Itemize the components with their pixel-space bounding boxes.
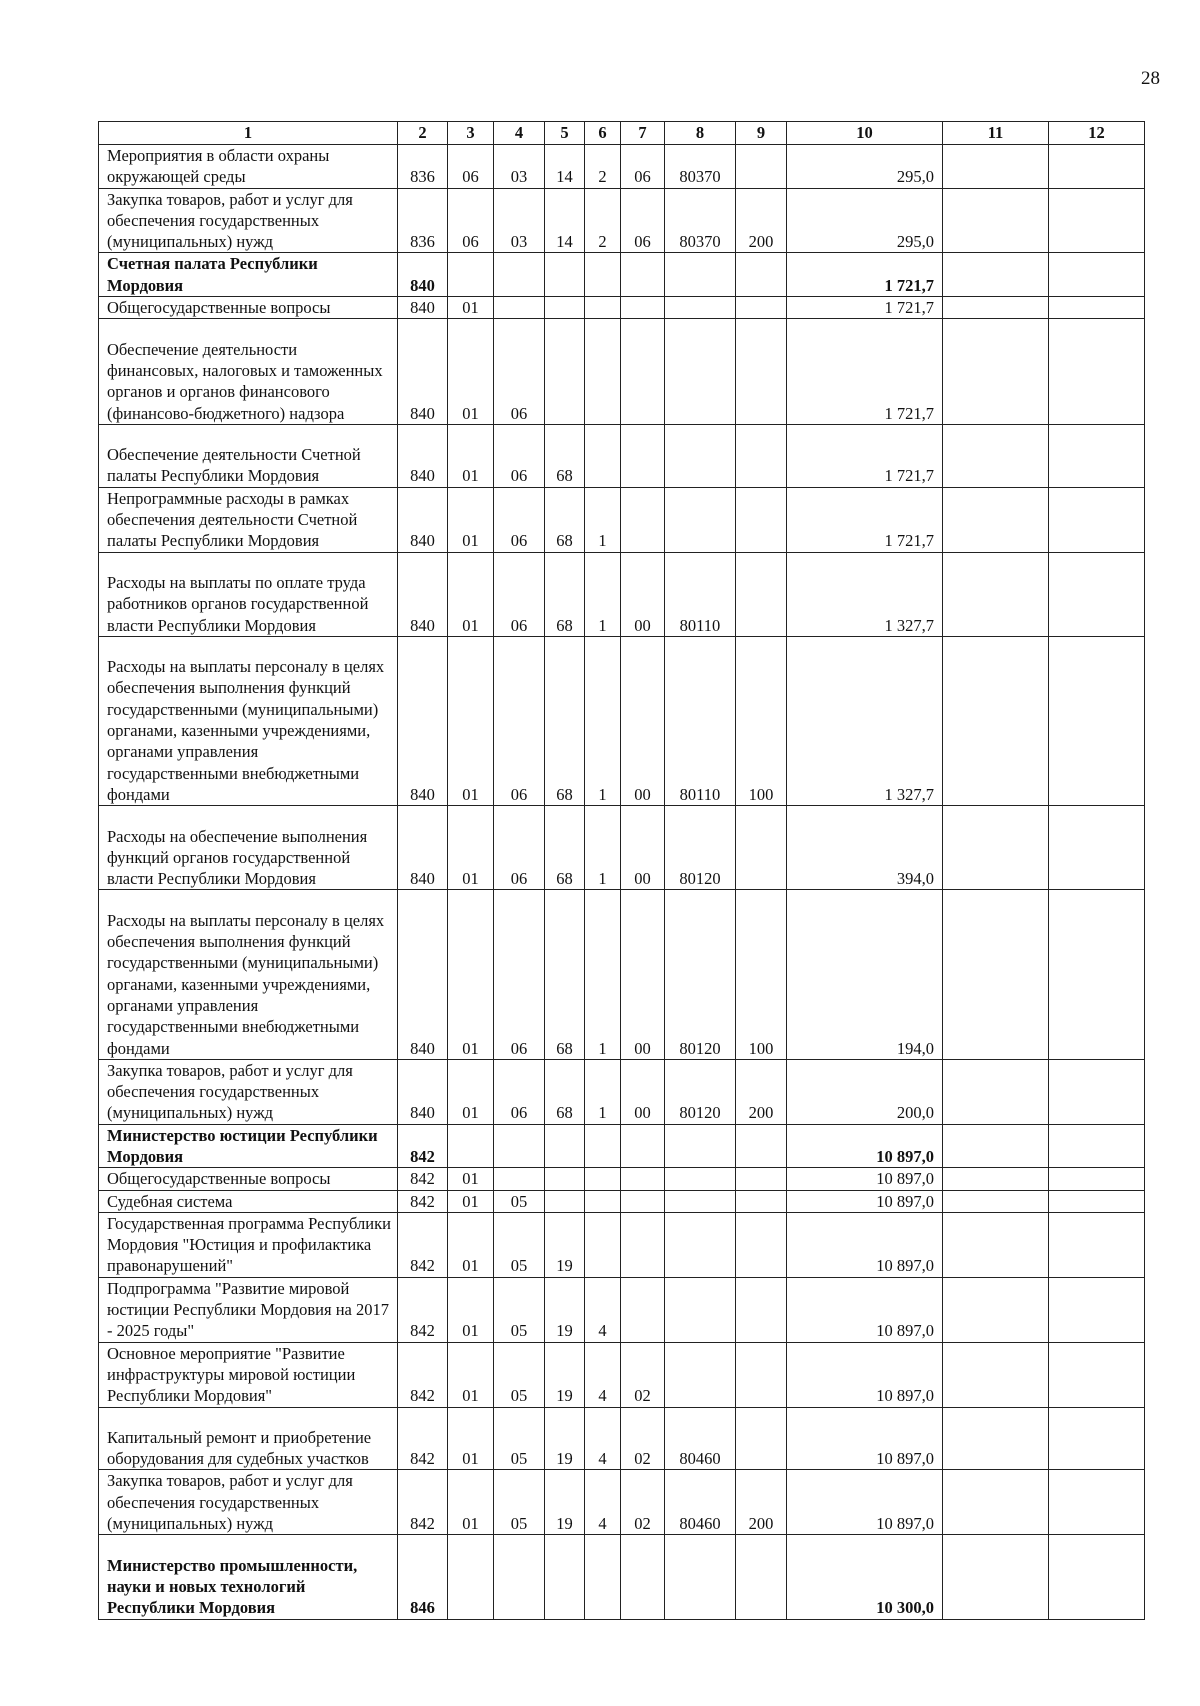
code-cell-4: 06 <box>494 890 545 1059</box>
amount-cell: 295,0 <box>787 145 943 189</box>
code-cell-6 <box>585 1168 621 1190</box>
table-row <box>99 188 1145 253</box>
code-cell-9: 200 <box>736 1470 787 1535</box>
table-body <box>99 145 1145 1620</box>
code-cell-7: 02 <box>621 1342 665 1407</box>
code-cell-2: 840 <box>398 253 448 297</box>
code-cell-9 <box>736 1168 787 1190</box>
code-cell-5: 68 <box>545 552 585 636</box>
code-cell-4: 06 <box>494 806 545 890</box>
row-name-cell: Министерство юстиции Республики Мордовия <box>99 1124 398 1168</box>
code-cell-2: 840 <box>398 297 448 319</box>
code-cell-3: 01 <box>448 1212 494 1277</box>
code-cell-12 <box>1049 297 1145 319</box>
code-cell-9 <box>736 1124 787 1168</box>
code-cell-8: 80120 <box>665 890 736 1059</box>
code-cell-8 <box>665 253 736 297</box>
code-cell-2: 836 <box>398 188 448 253</box>
column-header: 10 <box>787 122 943 145</box>
code-cell-9: 100 <box>736 636 787 805</box>
code-cell-3 <box>448 1535 494 1619</box>
code-cell-12 <box>1049 1277 1145 1342</box>
code-cell-4: 06 <box>494 424 545 487</box>
code-cell-5 <box>545 1168 585 1190</box>
row-name-cell: Государственная программа Республики Мордовия "Юстиция и профилактика правонарушений" <box>99 1212 398 1277</box>
code-cell-11 <box>943 1190 1049 1212</box>
code-cell-3: 01 <box>448 297 494 319</box>
code-cell-5: 19 <box>545 1407 585 1470</box>
header-row <box>99 122 1145 145</box>
code-cell-4 <box>494 253 545 297</box>
code-cell-3: 01 <box>448 424 494 487</box>
code-cell-11 <box>943 188 1049 253</box>
code-cell-5: 68 <box>545 424 585 487</box>
amount-cell: 10 897,0 <box>787 1342 943 1407</box>
code-cell-6: 1 <box>585 806 621 890</box>
code-cell-12 <box>1049 188 1145 253</box>
code-cell-7 <box>621 1190 665 1212</box>
code-cell-8 <box>665 297 736 319</box>
code-cell-11 <box>943 1212 1049 1277</box>
code-cell-9 <box>736 552 787 636</box>
code-cell-8: 80460 <box>665 1407 736 1470</box>
amount-cell: 1 721,7 <box>787 297 943 319</box>
code-cell-7 <box>621 424 665 487</box>
code-cell-4 <box>494 1168 545 1190</box>
column-header: 7 <box>621 122 665 145</box>
code-cell-3: 01 <box>448 636 494 805</box>
column-header: 1 <box>99 122 398 145</box>
code-cell-8: 80370 <box>665 145 736 189</box>
code-cell-8: 80110 <box>665 636 736 805</box>
code-cell-5 <box>545 1124 585 1168</box>
code-cell-11 <box>943 1168 1049 1190</box>
code-cell-8 <box>665 1190 736 1212</box>
code-cell-12 <box>1049 552 1145 636</box>
code-cell-4 <box>494 1535 545 1619</box>
code-cell-5 <box>545 1190 585 1212</box>
column-header: 5 <box>545 122 585 145</box>
column-header: 4 <box>494 122 545 145</box>
code-cell-7 <box>621 253 665 297</box>
row-name-cell: Судебная система <box>99 1190 398 1212</box>
code-cell-2: 840 <box>398 552 448 636</box>
code-cell-9 <box>736 319 787 425</box>
code-cell-5 <box>545 1535 585 1619</box>
code-cell-4 <box>494 1124 545 1168</box>
code-cell-7 <box>621 1168 665 1190</box>
code-cell-12 <box>1049 487 1145 552</box>
code-cell-2: 842 <box>398 1190 448 1212</box>
amount-cell: 10 300,0 <box>787 1535 943 1619</box>
code-cell-3: 01 <box>448 319 494 425</box>
code-cell-7 <box>621 1124 665 1168</box>
code-cell-2: 840 <box>398 319 448 425</box>
code-cell-11 <box>943 319 1049 425</box>
row-name-cell: Общегосударственные вопросы <box>99 297 398 319</box>
code-cell-11 <box>943 552 1049 636</box>
amount-cell: 10 897,0 <box>787 1212 943 1277</box>
code-cell-9 <box>736 145 787 189</box>
code-cell-8 <box>665 1124 736 1168</box>
code-cell-9: 200 <box>736 188 787 253</box>
amount-cell: 10 897,0 <box>787 1277 943 1342</box>
table-row <box>99 424 1145 487</box>
code-cell-4: 05 <box>494 1190 545 1212</box>
code-cell-9 <box>736 1190 787 1212</box>
row-name-cell: Подпрограмма "Развитие мировой юстиции Республики Мордовия на 2017 - 2025 годы" <box>99 1277 398 1342</box>
table-row <box>99 1535 1145 1619</box>
code-cell-12 <box>1049 1470 1145 1535</box>
table-row <box>99 1342 1145 1407</box>
table-row <box>99 1212 1145 1277</box>
code-cell-3: 01 <box>448 552 494 636</box>
code-cell-9 <box>736 424 787 487</box>
row-name-cell: Обеспечение деятельности финансовых, налоговых и таможенных органов и органов финансового (финансово-бюджетного) надзора <box>99 319 398 425</box>
code-cell-4: 06 <box>494 1059 545 1124</box>
row-name-cell: Закупка товаров, работ и услуг для обеспечения государственных (муниципальных) нужд <box>99 188 398 253</box>
amount-cell: 200,0 <box>787 1059 943 1124</box>
code-cell-6 <box>585 319 621 425</box>
code-cell-11 <box>943 1470 1049 1535</box>
code-cell-5 <box>545 253 585 297</box>
code-cell-9: 100 <box>736 890 787 1059</box>
code-cell-6: 1 <box>585 487 621 552</box>
code-cell-11 <box>943 1407 1049 1470</box>
code-cell-8 <box>665 1535 736 1619</box>
code-cell-7: 00 <box>621 890 665 1059</box>
code-cell-6 <box>585 1212 621 1277</box>
row-name-cell: Непрограммные расходы в рамках обеспечения деятельности Счетной палаты Республики Мордовия <box>99 487 398 552</box>
code-cell-6: 1 <box>585 1059 621 1124</box>
code-cell-5: 19 <box>545 1470 585 1535</box>
amount-cell: 10 897,0 <box>787 1407 943 1470</box>
code-cell-2: 840 <box>398 1059 448 1124</box>
code-cell-2: 842 <box>398 1470 448 1535</box>
code-cell-11 <box>943 1277 1049 1342</box>
table-row <box>99 636 1145 805</box>
amount-cell: 10 897,0 <box>787 1190 943 1212</box>
table-row <box>99 1124 1145 1168</box>
code-cell-11 <box>943 806 1049 890</box>
code-cell-7 <box>621 487 665 552</box>
code-cell-8 <box>665 1212 736 1277</box>
code-cell-2: 842 <box>398 1277 448 1342</box>
code-cell-8: 80120 <box>665 806 736 890</box>
code-cell-7 <box>621 297 665 319</box>
code-cell-12 <box>1049 1124 1145 1168</box>
code-cell-5: 68 <box>545 806 585 890</box>
code-cell-4: 05 <box>494 1470 545 1535</box>
table-row <box>99 1407 1145 1470</box>
table-row <box>99 806 1145 890</box>
code-cell-8 <box>665 424 736 487</box>
code-cell-9 <box>736 806 787 890</box>
code-cell-11 <box>943 1535 1049 1619</box>
table-row <box>99 1190 1145 1212</box>
code-cell-7 <box>621 1212 665 1277</box>
code-cell-3: 01 <box>448 1190 494 1212</box>
row-name-cell: Министерство промышленности, науки и новых технологий Республики Мордовия <box>99 1535 398 1619</box>
code-cell-5: 14 <box>545 188 585 253</box>
code-cell-4: 03 <box>494 188 545 253</box>
code-cell-3: 01 <box>448 890 494 1059</box>
table-row <box>99 552 1145 636</box>
row-name-cell: Закупка товаров, работ и услуг для обеспечения государственных (муниципальных) нужд <box>99 1059 398 1124</box>
amount-cell: 10 897,0 <box>787 1168 943 1190</box>
table-row <box>99 253 1145 297</box>
code-cell-3: 01 <box>448 1407 494 1470</box>
code-cell-7: 00 <box>621 806 665 890</box>
row-name-cell: Общегосударственные вопросы <box>99 1168 398 1190</box>
code-cell-3 <box>448 1124 494 1168</box>
code-cell-7: 00 <box>621 636 665 805</box>
row-name-cell: Закупка товаров, работ и услуг для обеспечения государственных (муниципальных) нужд <box>99 1470 398 1535</box>
code-cell-12 <box>1049 253 1145 297</box>
table-row <box>99 487 1145 552</box>
table-row <box>99 1059 1145 1124</box>
code-cell-2: 846 <box>398 1535 448 1619</box>
code-cell-8: 80460 <box>665 1470 736 1535</box>
amount-cell: 1 721,7 <box>787 424 943 487</box>
code-cell-6 <box>585 1535 621 1619</box>
code-cell-9 <box>736 1212 787 1277</box>
code-cell-2: 840 <box>398 806 448 890</box>
code-cell-7 <box>621 1535 665 1619</box>
code-cell-4: 05 <box>494 1212 545 1277</box>
code-cell-5: 68 <box>545 890 585 1059</box>
code-cell-3: 01 <box>448 1168 494 1190</box>
code-cell-2: 840 <box>398 487 448 552</box>
code-cell-8: 80370 <box>665 188 736 253</box>
code-cell-7: 02 <box>621 1470 665 1535</box>
row-name-cell: Расходы на выплаты персоналу в целях обеспечения выполнения функций государственными (муниципальными) органами, казенными учреждениями, органами управления государственными внебюджетными фондами <box>99 890 398 1059</box>
code-cell-2: 842 <box>398 1212 448 1277</box>
code-cell-11 <box>943 890 1049 1059</box>
code-cell-6: 4 <box>585 1342 621 1407</box>
row-name-cell: Расходы на обеспечение выполнения функций органов государственной власти Республики Мордовия <box>99 806 398 890</box>
code-cell-4: 03 <box>494 145 545 189</box>
code-cell-5: 19 <box>545 1342 585 1407</box>
code-cell-5: 19 <box>545 1212 585 1277</box>
code-cell-4: 06 <box>494 319 545 425</box>
row-name-cell: Капитальный ремонт и приобретение оборудования для судебных участков <box>99 1407 398 1470</box>
code-cell-12 <box>1049 1407 1145 1470</box>
table-row <box>99 297 1145 319</box>
code-cell-4: 05 <box>494 1277 545 1342</box>
code-cell-12 <box>1049 424 1145 487</box>
code-cell-6: 2 <box>585 145 621 189</box>
code-cell-6 <box>585 1124 621 1168</box>
code-cell-3: 01 <box>448 1470 494 1535</box>
row-name-cell: Основное мероприятие "Развитие инфраструктуры мировой юстиции Республики Мордовия" <box>99 1342 398 1407</box>
code-cell-12 <box>1049 806 1145 890</box>
code-cell-11 <box>943 424 1049 487</box>
code-cell-2: 842 <box>398 1124 448 1168</box>
amount-cell: 295,0 <box>787 188 943 253</box>
code-cell-9 <box>736 297 787 319</box>
code-cell-8: 80110 <box>665 552 736 636</box>
code-cell-5: 14 <box>545 145 585 189</box>
code-cell-6 <box>585 424 621 487</box>
code-cell-12 <box>1049 636 1145 805</box>
code-cell-6: 4 <box>585 1277 621 1342</box>
code-cell-5 <box>545 297 585 319</box>
code-cell-2: 842 <box>398 1407 448 1470</box>
row-name-cell: Мероприятия в области охраны окружающей среды <box>99 145 398 189</box>
table-row <box>99 890 1145 1059</box>
amount-cell: 394,0 <box>787 806 943 890</box>
code-cell-12 <box>1049 1212 1145 1277</box>
code-cell-7: 02 <box>621 1407 665 1470</box>
code-cell-9 <box>736 1342 787 1407</box>
code-cell-6: 4 <box>585 1407 621 1470</box>
amount-cell: 194,0 <box>787 890 943 1059</box>
code-cell-11 <box>943 1059 1049 1124</box>
code-cell-6: 1 <box>585 636 621 805</box>
code-cell-6 <box>585 1190 621 1212</box>
code-cell-7: 06 <box>621 145 665 189</box>
code-cell-11 <box>943 1124 1049 1168</box>
code-cell-5 <box>545 319 585 425</box>
code-cell-2: 842 <box>398 1342 448 1407</box>
code-cell-4: 05 <box>494 1342 545 1407</box>
code-cell-2: 840 <box>398 890 448 1059</box>
code-cell-5: 68 <box>545 1059 585 1124</box>
code-cell-9 <box>736 1407 787 1470</box>
column-header: 11 <box>943 122 1049 145</box>
code-cell-11 <box>943 636 1049 805</box>
code-cell-11 <box>943 487 1049 552</box>
code-cell-6 <box>585 297 621 319</box>
code-cell-4: 06 <box>494 636 545 805</box>
table-row <box>99 1168 1145 1190</box>
page-number: 28 <box>1141 68 1160 89</box>
code-cell-7: 00 <box>621 552 665 636</box>
code-cell-7: 06 <box>621 188 665 253</box>
code-cell-12 <box>1049 1168 1145 1190</box>
amount-cell: 10 897,0 <box>787 1124 943 1168</box>
code-cell-4: 06 <box>494 487 545 552</box>
code-cell-2: 842 <box>398 1168 448 1190</box>
code-cell-8 <box>665 487 736 552</box>
code-cell-11 <box>943 253 1049 297</box>
code-cell-6: 1 <box>585 552 621 636</box>
code-cell-3: 01 <box>448 1277 494 1342</box>
code-cell-4 <box>494 297 545 319</box>
column-header: 2 <box>398 122 448 145</box>
code-cell-11 <box>943 145 1049 189</box>
code-cell-3: 01 <box>448 487 494 552</box>
code-cell-3: 01 <box>448 1059 494 1124</box>
code-cell-8: 80120 <box>665 1059 736 1124</box>
code-cell-7 <box>621 1277 665 1342</box>
table-row <box>99 145 1145 189</box>
code-cell-5: 19 <box>545 1277 585 1342</box>
column-header: 3 <box>448 122 494 145</box>
table-row <box>99 1277 1145 1342</box>
code-cell-11 <box>943 1342 1049 1407</box>
column-header: 8 <box>665 122 736 145</box>
column-header: 6 <box>585 122 621 145</box>
column-header: 9 <box>736 122 787 145</box>
code-cell-6: 2 <box>585 188 621 253</box>
code-cell-2: 836 <box>398 145 448 189</box>
row-name-cell: Счетная палата Республики Мордовия <box>99 253 398 297</box>
code-cell-8 <box>665 1342 736 1407</box>
amount-cell: 1 327,7 <box>787 552 943 636</box>
code-cell-9 <box>736 253 787 297</box>
row-name-cell: Обеспечение деятельности Счетной палаты Республики Мордовия <box>99 424 398 487</box>
code-cell-3: 06 <box>448 188 494 253</box>
code-cell-3: 01 <box>448 1342 494 1407</box>
code-cell-12 <box>1049 1059 1145 1124</box>
code-cell-7: 00 <box>621 1059 665 1124</box>
code-cell-8 <box>665 1168 736 1190</box>
code-cell-2: 840 <box>398 424 448 487</box>
column-header: 12 <box>1049 122 1145 145</box>
code-cell-6: 1 <box>585 890 621 1059</box>
code-cell-12 <box>1049 1342 1145 1407</box>
code-cell-12 <box>1049 1535 1145 1619</box>
row-name-cell: Расходы на выплаты по оплате труда работников органов государственной власти Республики Мордовия <box>99 552 398 636</box>
code-cell-3: 06 <box>448 145 494 189</box>
amount-cell: 10 897,0 <box>787 1470 943 1535</box>
code-cell-5: 68 <box>545 636 585 805</box>
code-cell-4: 06 <box>494 552 545 636</box>
code-cell-3: 01 <box>448 806 494 890</box>
code-cell-7 <box>621 319 665 425</box>
amount-cell: 1 327,7 <box>787 636 943 805</box>
code-cell-9 <box>736 487 787 552</box>
table-row <box>99 319 1145 425</box>
code-cell-5: 68 <box>545 487 585 552</box>
code-cell-8 <box>665 1277 736 1342</box>
code-cell-12 <box>1049 890 1145 1059</box>
row-name-cell: Расходы на выплаты персоналу в целях обеспечения выполнения функций государственными (муниципальными) органами, казенными учреждениями, органами управления государственными внебюджетными фондами <box>99 636 398 805</box>
code-cell-6 <box>585 253 621 297</box>
amount-cell: 1 721,7 <box>787 487 943 552</box>
code-cell-12 <box>1049 145 1145 189</box>
code-cell-3 <box>448 253 494 297</box>
code-cell-12 <box>1049 319 1145 425</box>
code-cell-12 <box>1049 1190 1145 1212</box>
code-cell-2: 840 <box>398 636 448 805</box>
table-row <box>99 1470 1145 1535</box>
code-cell-9 <box>736 1535 787 1619</box>
code-cell-8 <box>665 319 736 425</box>
code-cell-4: 05 <box>494 1407 545 1470</box>
code-cell-6: 4 <box>585 1470 621 1535</box>
code-cell-9 <box>736 1277 787 1342</box>
amount-cell: 1 721,7 <box>787 253 943 297</box>
amount-cell: 1 721,7 <box>787 319 943 425</box>
code-cell-11 <box>943 297 1049 319</box>
code-cell-9: 200 <box>736 1059 787 1124</box>
budget-table <box>98 121 1145 1620</box>
